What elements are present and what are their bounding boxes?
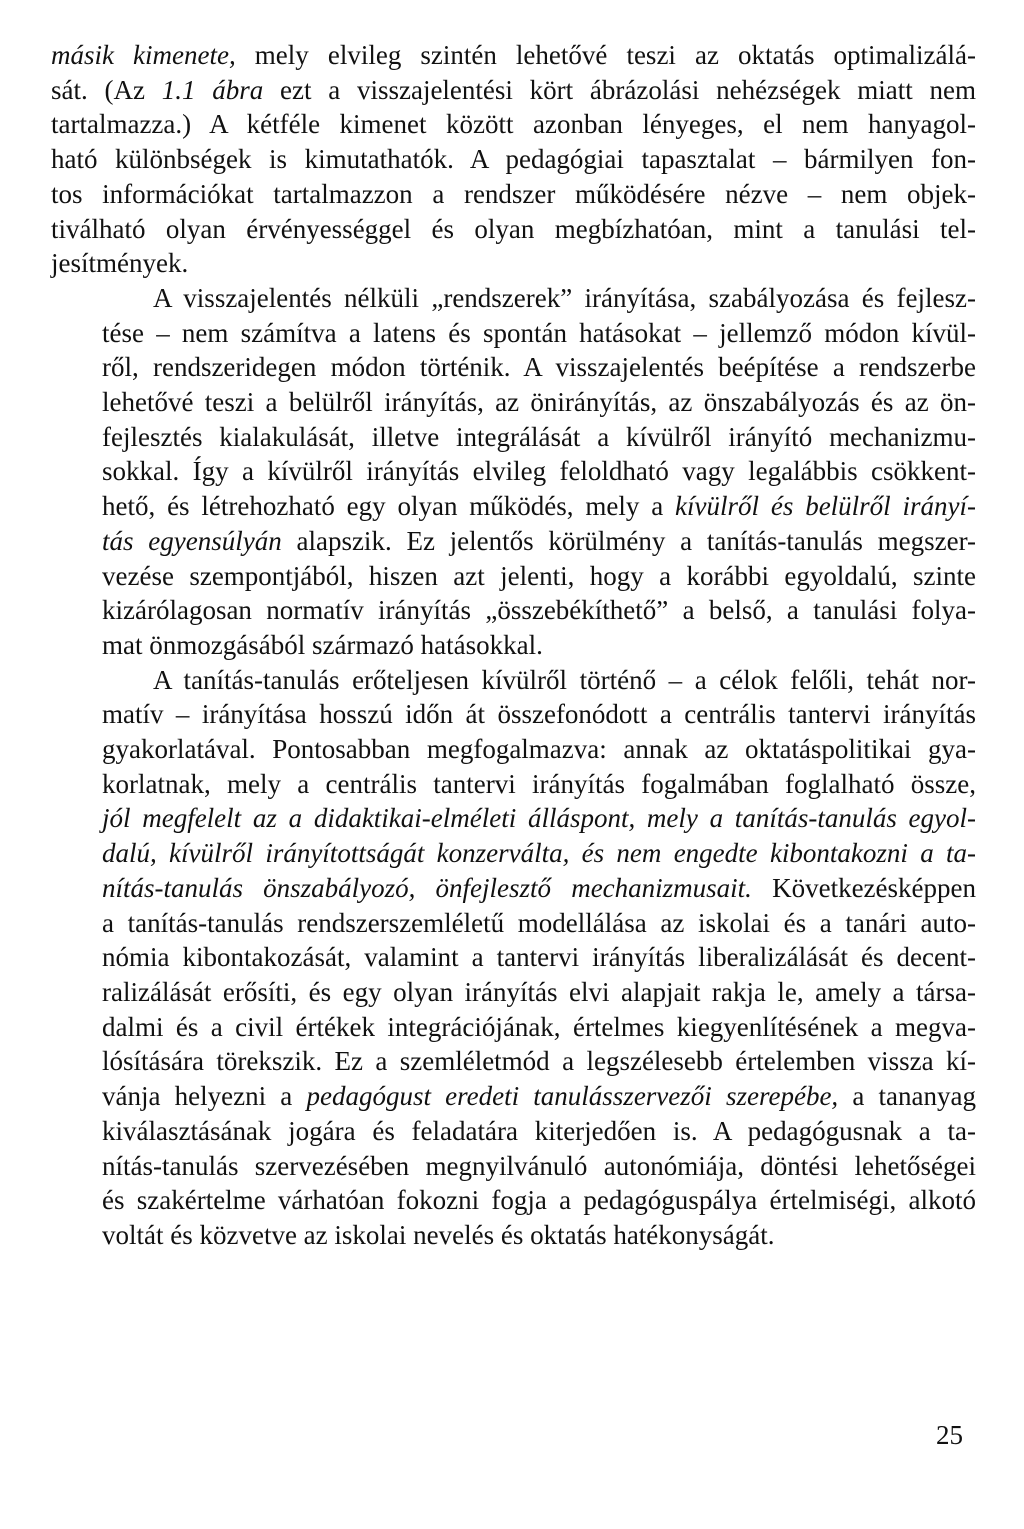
text-line: [51, 73, 976, 108]
paragraph: [51, 38, 976, 281]
text-line: [51, 524, 976, 559]
page-number: 25: [936, 1420, 963, 1450]
text-line: [51, 1149, 976, 1184]
text-segment: kizárólagosan normatív irányítás „összebékíthető” a belső, a tanulási folya-: [102, 595, 976, 626]
text-line: [51, 871, 976, 906]
text-segment: mely elvileg szintén lehetővé teszi az oktatás optimalizálá-: [235, 40, 976, 70]
text-segment: tiválható olyan érvényességgel és olyan megbízhatóan, mint a tanulási tel-: [51, 213, 976, 244]
text-line: [51, 489, 976, 524]
text-line: [51, 1010, 976, 1045]
text-segment: A tanítás-tanulás erőteljesen kívülről történő – a célok felőli, tehát nor-: [153, 664, 976, 695]
text-line: [51, 663, 976, 698]
italic-text: pedagógust eredeti tanulásszervezői szerepébe,: [306, 1081, 839, 1112]
text-line: [51, 212, 976, 247]
text-segment: hető, és létrehozható egy olyan működés, mely a: [102, 491, 676, 522]
text-line: [51, 593, 976, 628]
text-segment: a tanítás-tanulás rendszerszemléletű modellálása az iskolai és a tanári auto-: [102, 907, 976, 938]
text-line: [51, 732, 976, 767]
text-segment: sát. (Az: [51, 74, 162, 105]
text-line: [51, 142, 976, 177]
text-segment: ható különbségek is kimutathatók. A pedagógiai tapasztalat – bármilyen fon-: [51, 144, 976, 175]
text-line: [51, 767, 976, 802]
text-segment: a tananyag: [838, 1081, 976, 1112]
text-segment: korlatnak, mely a centrális tantervi irányítás fogalmában foglalható össze,: [102, 768, 976, 799]
text-segment: tartalmazza.) A kétféle kimenet között azonban lényeges, el nem hanyagol-: [51, 109, 976, 140]
text-line: [51, 1044, 976, 1079]
text-line: [51, 420, 976, 455]
text-segment: A visszajelentés nélküli „rendszerek” irányítása, szabályozása és fejlesz-: [153, 282, 976, 313]
text-line: [51, 559, 976, 594]
text-segment: nítás-tanulás szervezésében megnyilvánuló autonómiája, döntési lehetőségei: [102, 1150, 976, 1181]
italic-text: tás egyensúlyán: [102, 525, 282, 556]
text-segment: tése – nem számítva a latens és spontán hatásokat – jellemző módon kívül-: [102, 317, 976, 348]
text-line: [51, 316, 976, 351]
text-segment: tos információkat tartalmazzon a rendszer működésére nézve – nem objek-: [51, 178, 976, 209]
text-segment: Következésképpen: [751, 872, 976, 903]
text-line: [51, 38, 976, 73]
text-line: [51, 1079, 976, 1114]
text-segment: és szakértelme várhatóan fokozni fogja a pedagóguspálya értelmiségi, alkotó: [102, 1185, 976, 1216]
text-segment: lehetővé teszi a belülről irányítás, az önirányítás, az önszabályozás és az ön-: [102, 387, 976, 418]
text-segment: jesítmények.: [51, 248, 189, 279]
text-line: [51, 350, 976, 385]
text-line: [51, 906, 976, 941]
text-line: [51, 1183, 976, 1218]
text-segment: dalmi és a civil értékek integrációjának, értelmes kiegyenlítésének a megva-: [102, 1011, 976, 1042]
text-line: [51, 177, 976, 212]
text-segment: vánja helyezni a: [102, 1081, 307, 1112]
text-segment: vezése szempontjából, hiszen azt jelenti, hogy a korábbi egyoldalú, szinte: [102, 560, 976, 591]
italic-text: 1.1 ábra: [161, 74, 264, 105]
text-segment: fejlesztés kialakulását, illetve integrálását a kívülről irányító mechanizmu-: [102, 421, 976, 452]
text-segment: ralizálását erősíti, és egy olyan irányítás elvi alapjait rakja le, amely a társa-: [102, 976, 976, 1007]
text-segment: matív – irányítása hosszú időn át összefonódott a centrális tantervi irányítás: [102, 699, 976, 730]
text-line: [51, 454, 976, 489]
text-segment: nómia kibontakozását, valamint a tantervi irányítás liberalizálását és decent-: [102, 942, 976, 973]
text-line: [51, 975, 976, 1010]
text-segment: alapszik. Ez jelentős körülmény a tanítás-tanulás megszer-: [281, 525, 977, 556]
text-segment: gyakorlatával. Pontosabban megfogalmazva: annak az oktatáspolitikai gya-: [102, 734, 976, 765]
text-line: [51, 385, 976, 420]
text-line: [51, 836, 976, 871]
paragraph: [51, 663, 976, 1253]
page-body: [51, 38, 976, 1253]
text-line: [51, 940, 976, 975]
text-segment: mat önmozgásából származó hatásokkal.: [102, 629, 543, 660]
italic-text: jól megfelelt az a didaktikai-elméleti álláspont, mely a tanítás-tanulás egyol-: [102, 803, 976, 834]
text-line: [51, 1218, 976, 1253]
text-segment: ről, rendszeridegen módon történik. A visszajelentés beépítése a rendszerbe: [102, 352, 976, 383]
text-line: [51, 697, 976, 732]
text-segment: kiválasztásának jogára és feladatára kiterjedően is. A pedagógusnak a ta-: [102, 1115, 976, 1146]
text-line: [51, 107, 976, 142]
italic-text: másik kimenete,: [51, 40, 236, 70]
text-segment: ezt a visszajelentési kört ábrázolási nehézségek miatt nem: [263, 74, 977, 105]
italic-text: nítás-tanulás önszabályozó, önfejlesztő mechanizmusait.: [102, 872, 752, 903]
italic-text: kívülről és belülről irányí-: [675, 491, 977, 522]
text-line: [51, 801, 976, 836]
text-line: [51, 1114, 976, 1149]
text-segment: lósítására törekszik. Ez a szemléletmód a legszélesebb értelemben vissza kí-: [102, 1046, 976, 1077]
text-line: [51, 628, 976, 663]
text-segment: voltát és közvetve az iskolai nevelés és oktatás hatékonyságát.: [102, 1219, 775, 1250]
italic-text: dalú, kívülről irányítottságát konzerválta, és nem engedte kibontakozni a ta-: [102, 838, 976, 869]
text-segment: sokkal. Így a kívülről irányítás elvileg feloldható vagy legalábbis csökkent-: [102, 456, 976, 487]
text-line: [51, 281, 976, 316]
text-line: [51, 246, 976, 281]
paragraph: [51, 281, 976, 663]
